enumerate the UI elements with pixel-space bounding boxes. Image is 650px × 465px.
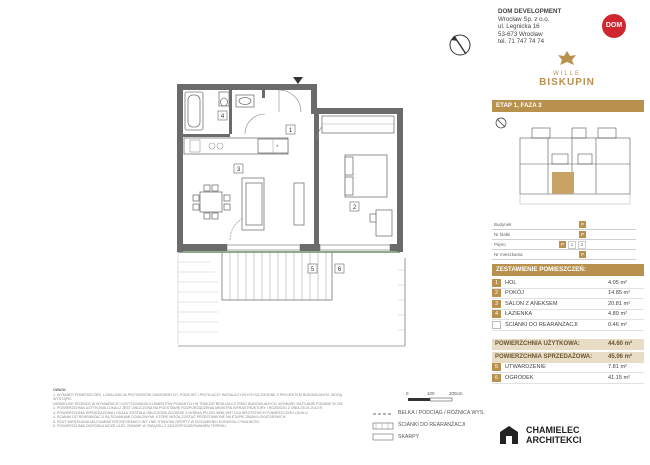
legend-walls: ŚCIANKI DO REARANŻACJI: [398, 422, 466, 428]
scale-label-0: 0: [406, 391, 409, 396]
rooms-table: [492, 278, 644, 384]
svg-text:*: *: [276, 145, 279, 151]
brand-name: BISKUPIN: [539, 77, 595, 88]
brand-top: WILLE: [552, 71, 581, 77]
scale-label-200: 200cm: [449, 391, 463, 396]
room-row: 1 HOL 4.05 m²: [492, 278, 644, 289]
company-address: [498, 8, 561, 46]
sale-area: POWIERZCHNIA SPRZEDAŻOWA: 45.06 m²: [492, 352, 644, 363]
scale-label-100: 100: [427, 391, 435, 396]
sidebar: [492, 6, 644, 456]
room-tag-6: 6: [337, 267, 342, 273]
legend-beam: BELKA / PODCIĄG / RÓŻNICA WYS.: [398, 410, 485, 416]
project-logo: [522, 50, 612, 88]
note-line: 2. POWIERZCHNIA UŻYTKOWA LOKALU JEST OBLICZONA NA PODSTAWIE ROZPORZĄDZENIA MINISTRA INFRASTRUKTURY I ROZWOJU Z DNIA 25.04.2012 R.: [53, 406, 324, 410]
room-tag-1: 1: [288, 128, 293, 134]
room-row: ŚCIANKI DO REARANŻACJI 0.46 m²: [492, 320, 644, 331]
unit-info: [492, 220, 636, 260]
room-row: 3 SALON Z ANEKSEM 20.81 m²: [492, 299, 644, 310]
company-phone: tel. 71 747 74 74: [498, 38, 545, 46]
info-row: Nr klatki P: [492, 230, 636, 240]
company-line: Wrocław Sp. z o.o.: [498, 15, 550, 23]
dining-table: [193, 185, 230, 219]
bedroom-furniture: [322, 116, 394, 236]
notes-title: UWAGI:: [53, 388, 67, 392]
room-tag-2: 2: [352, 205, 357, 211]
garden-area: [178, 250, 405, 346]
room-row: 4 ŁAZIENKA 4.89 m²: [492, 310, 644, 321]
note-line: 4. ŚCIANKI DO REARANŻACJI SĄ ŚCIANKAMI DZIAŁOWYMI, KTÓRE MOGĄ ZOSTAĆ PRZESTAWIONE NA ETAPIE ZMIAN LOKATORSKICH.: [53, 415, 287, 419]
notes-block: [53, 388, 353, 429]
outdoor-row: 5 UTWARDZENIE 7.81 m²: [492, 363, 644, 374]
outdoor-row: 6 OGRÓDEK 41.15 m²: [492, 373, 644, 384]
info-row: Piętro P 1 2: [492, 240, 636, 250]
company-line: ul. Legnicka 16: [498, 23, 540, 31]
legend-slope: SKARPY: [398, 434, 420, 440]
architect-line2: ARCHITEKCI: [526, 435, 582, 445]
scale-bar: [408, 398, 452, 401]
north-compass-icon: [450, 35, 470, 55]
info-row: Nr mieszkania P: [492, 250, 636, 260]
room-tag-3: 3: [236, 167, 241, 173]
rooms-title: ZESTAWIENIE POMIESZCZEŃ:: [492, 264, 644, 276]
room-tag-4: 4: [220, 114, 225, 120]
stage-bar: ETAP 1, FAZA 3: [492, 100, 644, 112]
note-line: 6. POWIERZCHNIA OGRÓDKA MOŻE ULEC ZMIANIE W ZWIĄZKU Z ZAGOSPODAROWANIEM TERENU.: [53, 424, 227, 428]
leaf-icon: [556, 50, 578, 66]
entrance-arrow-icon: [293, 77, 303, 84]
legend-symbols: [373, 414, 393, 440]
architect-logo: [498, 422, 638, 452]
room-row: 2 POKÓJ 14.85 m²: [492, 289, 644, 300]
company-line: 53-673 Wrocław: [498, 30, 543, 38]
room-tag-5: 5: [310, 267, 315, 273]
note-line: 5. RZUT MIESZKANIA MA CHARAKTER INFORMACYJNY I NIE STANOWI OFERTY W ROZUMIENIU KODEKSU CYWILNEGO.: [53, 419, 261, 424]
dom-logo: DOM: [602, 14, 626, 38]
architect-line1: CHAMIELEC: [526, 425, 580, 435]
info-row: Budynek P: [492, 220, 636, 230]
small-compass-icon: [494, 116, 508, 130]
sofa: [242, 178, 304, 230]
architect-mark-icon: [498, 424, 520, 446]
note-line: NIEWIELKIE RÓŻNICE W WYMIARACH I USYTUOWANIU ELEMENTÓW PODANYCH W TRAKCIE REALIZACJI PRAC BUDOWLANYCH. WYMIARY NA PLANIE PODANE W CM.: [53, 401, 344, 406]
key-plan: [512, 124, 638, 214]
company-name: DOM DEVELOPMENT: [498, 8, 562, 15]
usable-area: POWIERZCHNIA UŻYTKOWA: 44.60 m²: [492, 339, 644, 350]
note-line: 3. POWIERZCHNIA SPRZEDAŻOWA LOKALU ZOSTAŁA OBLICZONA ZGODNIE Z NORMĄ PN-ISO 9836:1997 DLA WSZYSTKICH POMIESZCZEŃ LOKALU.: [53, 410, 309, 415]
note-line: 1. WYMIARY POMIESZCZEŃ, LOKALIZACJA PRZYBORÓW SANITARNYCH, PODEJŚĆ I PRZYŁĄCZY INSTALACYJNYCH SĄ ZGODNE Z PROJEKTEM BUDOWLANYM. MOGĄ WYSTĄPIĆ: [53, 392, 343, 401]
kitchen-counter: [184, 138, 288, 154]
